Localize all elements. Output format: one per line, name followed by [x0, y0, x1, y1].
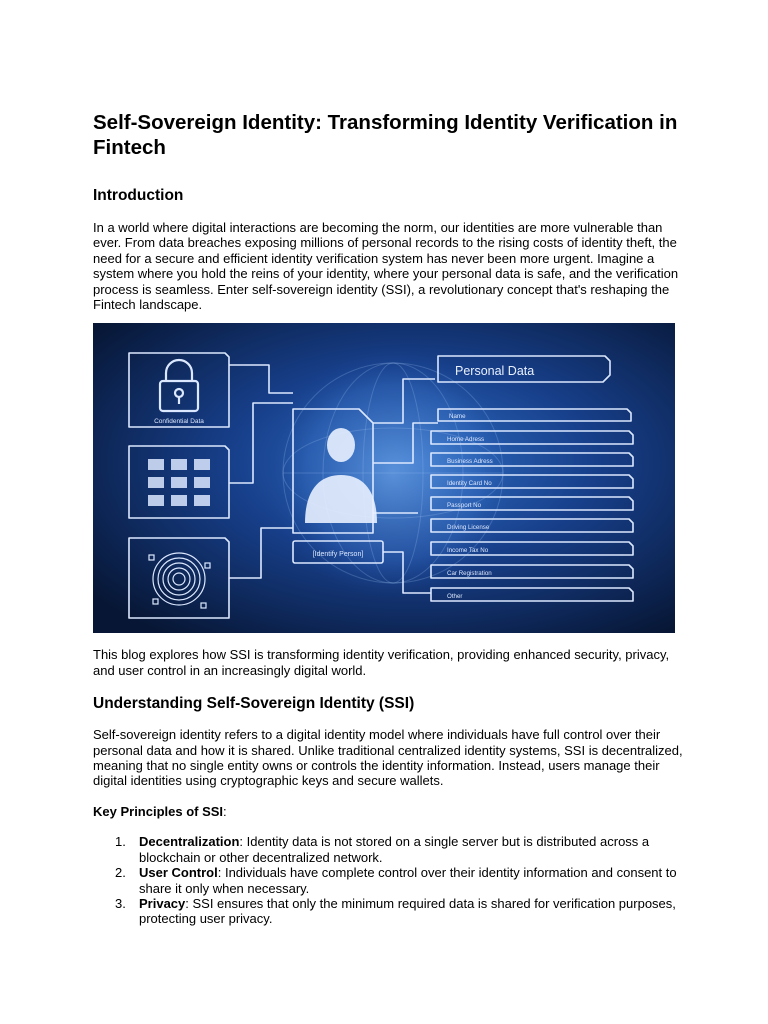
folders-icon: [148, 459, 210, 506]
list-item: [93, 834, 683, 865]
field-identity-card: Identity Card No: [447, 480, 492, 488]
ssi-heading: Understanding Self-Sovereign Identity (SSI): [93, 695, 415, 713]
field-home-adress: Home Adress: [447, 436, 485, 444]
intro-heading: Introduction: [93, 187, 184, 204]
field-passport: Passport No: [447, 502, 482, 510]
list-item-text: : Identity data is not stored on a single server but is distributed across a blockchain or other decentralized network.: [139, 834, 650, 865]
key-principles-line: [93, 804, 683, 819]
list-item: [93, 865, 683, 896]
blog-paragraph: This blog explores how SSI is transforming identity verification, providing enhanced security, privacy, and user control in an increasingly digital world.: [93, 647, 670, 678]
key-principles-label: Key Principles of SSI: [93, 803, 224, 819]
intro-paragraph: In a world where digital interactions are becoming the norm, our identities are more vulnerable than ever. From data breaches exposing millions of personal records to the rising costs of identity theft, the need for a secure and efficient identity verification system has never been more urgent. Imagine a system where you hold the reins of your identity, where your personal data is safe, and the verification process is seamless. Enter self-sovereign identity (SSI), a revolutionary concept that's reshaping the Fintech landscape.: [93, 220, 679, 313]
list-item-number: 3.: [115, 895, 126, 911]
list-item-term: Privacy: [139, 895, 186, 911]
field-income-tax: Income Tax No: [447, 547, 489, 555]
key-principles-colon: :: [223, 803, 227, 819]
ssi-illustration: [93, 323, 675, 633]
field-other: Other: [447, 593, 463, 601]
list-item: [93, 896, 683, 927]
list-item-number: 2.: [115, 865, 126, 881]
principles-list: [93, 834, 683, 926]
document-title: Self-Sovereign Identity: Transforming Identity Verification in Fintech: [93, 111, 678, 159]
field-business-adress: Business Adress: [447, 458, 493, 466]
field-car-registration: Car Registration: [447, 570, 492, 578]
list-item-term: User Control: [139, 865, 218, 881]
identify-label: [Identify Person]: [312, 551, 364, 559]
document-content: [93, 110, 683, 927]
field-name: Name: [449, 413, 466, 421]
ssi-paragraph: Self-sovereign identity refers to a digital identity model where individuals have full control over their personal data and how it is shared. Unlike traditional centralized identity systems, SSI is decentralized, meaning that no single entity owns or controls the identity information. Instead, users manage their digital identities using cryptographic keys and secure wallets.: [93, 727, 683, 789]
list-item-term: Decentralization: [139, 834, 240, 850]
personal-data-title: Personal Data: [455, 364, 535, 379]
field-driving-license: Driving License: [447, 524, 490, 532]
list-item-text: : SSI ensures that only the minimum required data is shared for verification purposes, protecting user privacy.: [139, 895, 676, 927]
list-item-number: 1.: [115, 834, 126, 850]
list-item-text: : Individuals have complete control over their identity information and consent to share it only when necessary.: [139, 865, 677, 896]
confidential-label: Confidential Data: [154, 418, 204, 426]
